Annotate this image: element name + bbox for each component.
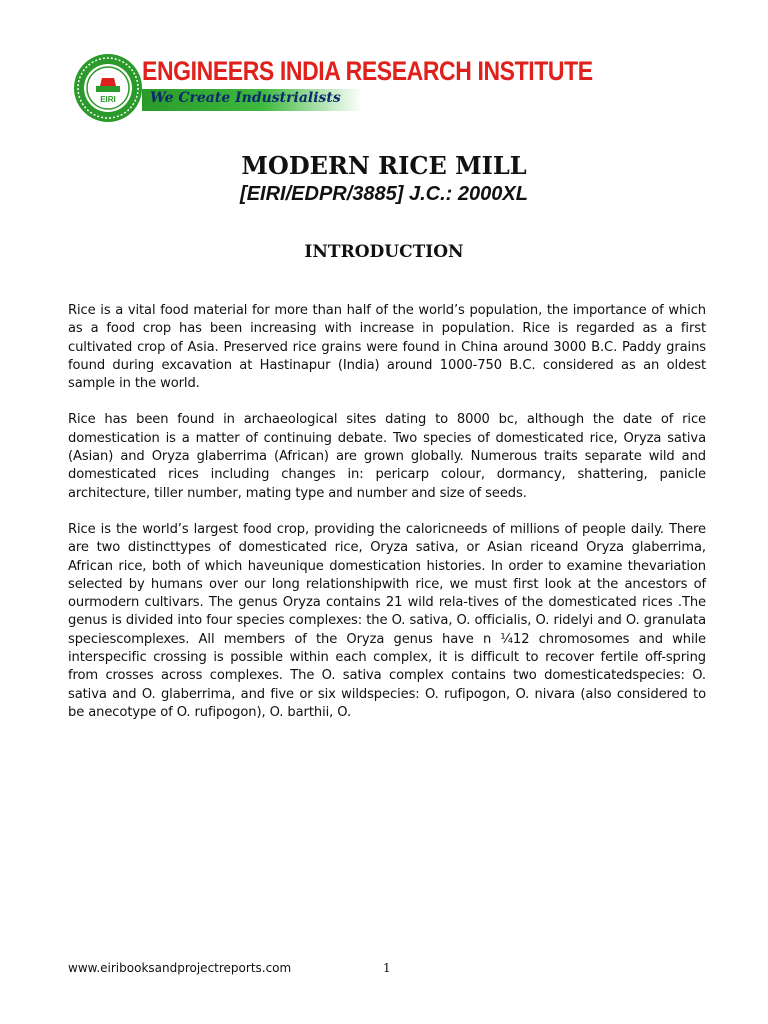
section-heading: INTRODUCTION (304, 242, 464, 262)
tagline: We Create Industrialists (150, 90, 341, 106)
organization-name: ENGINEERS INDIA RESEARCH INSTITUTE (142, 56, 593, 86)
svg-text:EIRI: EIRI (100, 95, 116, 104)
page-number: 1 (383, 961, 391, 975)
paragraph: Rice is the world’s largest food crop, providing the caloricneeds of millions of people daily. There are two distincttypes of domesticated rice, Oryza sativa, or Asian riceand Oryza glaberrima, African rice, both of which haveunique domestication histories. In order to examine thevariation selected by humans over our long relationshipwith rice, we must first look at the ancestors of ourmodern cultivars. The genus Oryza contains 21 wild rela-tives of the domesticated rices .The genus is divided into four species complexes: the O. sativa, O. officialis, O. ridelyi and O. granulata speciescomplexes. All members of the Oryza genus have n ¼12 chromosomes and while interspecific crossing is possible within each complex, it is difficult to recover fertile off-spring from crosses across complexes. The O. sativa complex contains two domesticatedspecies: O. sativa and O. glaberrima, and five or six wildspecies: O. rufipogon, O. nivara (also considered to be anecotype of O. rufipogon), O. barthii, O. (68, 521, 706, 720)
footer-url: www.eiribooksandprojectreports.com (68, 961, 292, 975)
document-title: MODERN RICE MILL (241, 151, 527, 180)
paragraph: Rice has been found in archaeological sites dating to 8000 bc, although the date of rice domestication is a matter of continuing debate. Two species of domesticated rice, Oryza sativa (Asian) and Oryza glaberrima (African) are grown globally. Numerous traits separate wild and domesticated rices including changes in: pericarp colour, dormancy, shattering, panicle architecture, tiller number, mating type and number and size of seeds. (68, 412, 706, 501)
page-footer (68, 961, 708, 977)
eiri-seal-icon (72, 52, 144, 124)
document-body (68, 302, 706, 740)
document-subtitle: [EIRI/EDPR/3885] J.C.: 2000XL (240, 183, 528, 205)
eiri-logo-header (72, 44, 593, 124)
paragraph: Rice is a vital food material for more than half of the world’s population, the importance of which as a food crop has been increasing with increase in population. Rice is regarded as a first cultivated crop of Asia. Preserved rice grains were found in China around 3000 B.C. Paddy grains found during excavation at Hastinapur (India) around 1000-750 B.C. considered as an oldest sample in the world. (68, 303, 706, 392)
